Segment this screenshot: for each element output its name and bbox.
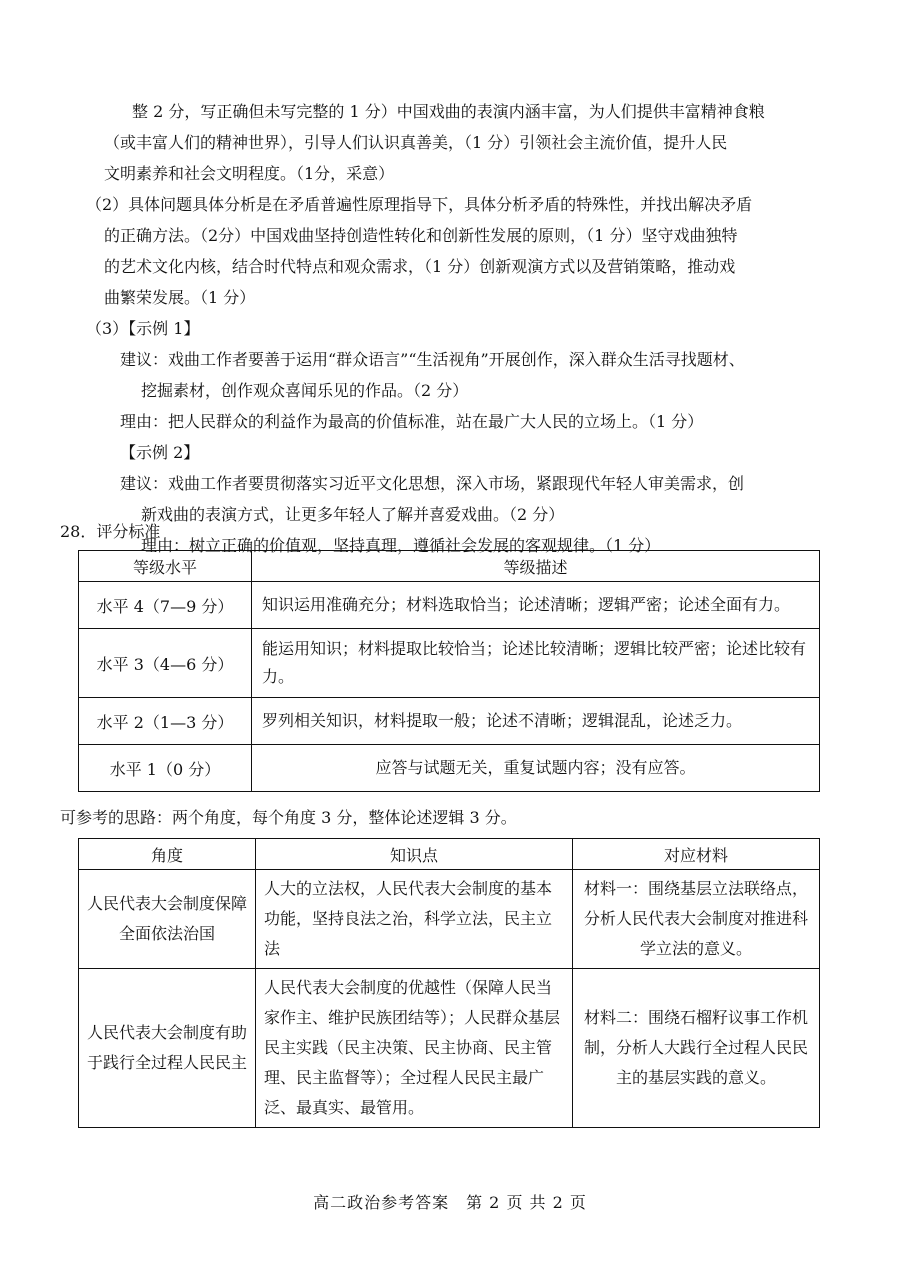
table-row [79, 969, 820, 1128]
angle-cell: 人民代表大会制度保障全面依法治国 [79, 870, 256, 969]
q27-example2-reason: 理由：树立正确的价值观，坚持真理，遵循社会发展的客观规律。（1 分） [141, 536, 661, 555]
q27-part2-line-1: （2）具体问题具体分析是在矛盾普遍性原理指导下，具体分析矛盾的特殊性，并找出解决矛盾 [86, 195, 753, 214]
description-cell: 知识运用准确充分；材料选取恰当；论述清晰；逻辑严密；论述全面有力。 [252, 582, 820, 629]
table-row [79, 870, 820, 969]
q27-part2-line-2: 的正确方法。（2分）中国戏曲坚持创造性转化和创新性发展的原则，（1 分）坚守戏曲独特 [104, 226, 738, 245]
q27-example2-suggestion-line-2: 新戏曲的表演方式，让更多年轻人了解并喜爱戏曲。（2 分） [141, 505, 565, 524]
header-description: 等级描述 [252, 551, 820, 582]
table-header-row [79, 551, 820, 582]
page-footer: 高二政治参考答案 第 2 页 共 2 页 [313, 1193, 587, 1212]
header-material: 对应材料 [573, 839, 820, 870]
description-cell: 能运用知识；材料提取比较恰当；论述比较清晰；逻辑比较严密；论述比较有力。 [252, 629, 820, 698]
q27-example2-suggestion-line-1: 建议：戏曲工作者要贯彻落实习近平文化思想，深入市场，紧跟现代年轻人审美需求，创 [120, 474, 745, 493]
description-cell: 罗列相关知识，材料提取一般；论述不清晰；逻辑混乱，论述乏力。 [252, 698, 820, 745]
knowledge-cell: 人民代表大会制度的优越性（保障人民当家作主、维护民族团结等）；人民群众基层民主实践（民主决策、民主协商、民主管理、民主监督等）；全过程人民民主最广泛、最真实、最管用。 [256, 969, 573, 1128]
reference-idea-intro: 可参考的思路：两个角度，每个角度 3 分，整体论述逻辑 3 分。 [60, 808, 517, 827]
level-cell: 水平 2（1—3 分） [79, 698, 252, 745]
angle-cell: 人民代表大会制度有助于践行全过程人民民主 [79, 969, 256, 1128]
material-cell: 材料二：围绕石榴籽议事工作机制，分析人大践行全过程人民民主的基层实践的意义。 [573, 969, 820, 1128]
q27-example1-suggestion-line-1: 建议：戏曲工作者要善于运用“群众语言”“生活视角”开展创作，深入群众生活寻找题材、 [120, 350, 745, 369]
grading-standard-table [78, 550, 820, 792]
q27-example2-heading: 【示例 2】 [120, 443, 200, 462]
header-knowledge: 知识点 [256, 839, 573, 870]
header-level: 等级水平 [79, 551, 252, 582]
table-row [79, 698, 820, 745]
q27-part1-line-1: 整 2 分，写正确但未写完整的 1 分）中国戏曲的表演内涵丰富，为人们提供丰富精神食粮 [132, 102, 765, 121]
material-cell: 材料一：围绕基层立法联络点，分析人民代表大会制度对推进科学立法的意义。 [573, 870, 820, 969]
q28-heading: 28．评分标准 [60, 522, 161, 541]
table-header-row [79, 839, 820, 870]
q27-example1-suggestion-line-2: 挖掘素材，创作观众喜闻乐见的作品。（2 分） [141, 381, 469, 400]
header-angle: 角度 [79, 839, 256, 870]
q27-part2-line-4: 曲繁荣发展。（1 分） [104, 288, 256, 307]
level-cell: 水平 3（4—6 分） [79, 629, 252, 698]
table-row [79, 582, 820, 629]
q27-part3-heading: （3）【示例 1】 [86, 319, 200, 338]
q27-part1-line-3: 文明素养和社会文明程度。（1分，采意） [104, 164, 395, 183]
q27-example1-reason: 理由：把人民群众的利益作为最高的价值标准，站在最广大人民的立场上。（1 分） [120, 412, 704, 431]
table-row [79, 745, 820, 792]
reference-idea-table [78, 838, 820, 1128]
q27-part1-line-2: （或丰富人们的精神世界），引导人们认识真善美，（1 分）引领社会主流价值，提升人民 [104, 133, 728, 152]
table-row [79, 629, 820, 698]
level-cell: 水平 4（7—9 分） [79, 582, 252, 629]
description-cell: 应答与试题无关，重复试题内容；没有应答。 [252, 745, 820, 792]
knowledge-cell: 人大的立法权，人民代表大会制度的基本功能，坚持良法之治，科学立法，民主立法 [256, 870, 573, 969]
level-cell: 水平 1（0 分） [79, 745, 252, 792]
q27-part2-line-3: 的艺术文化内核，结合时代特点和观众需求，（1 分）创新观演方式以及营销策略，推动戏 [104, 257, 736, 276]
